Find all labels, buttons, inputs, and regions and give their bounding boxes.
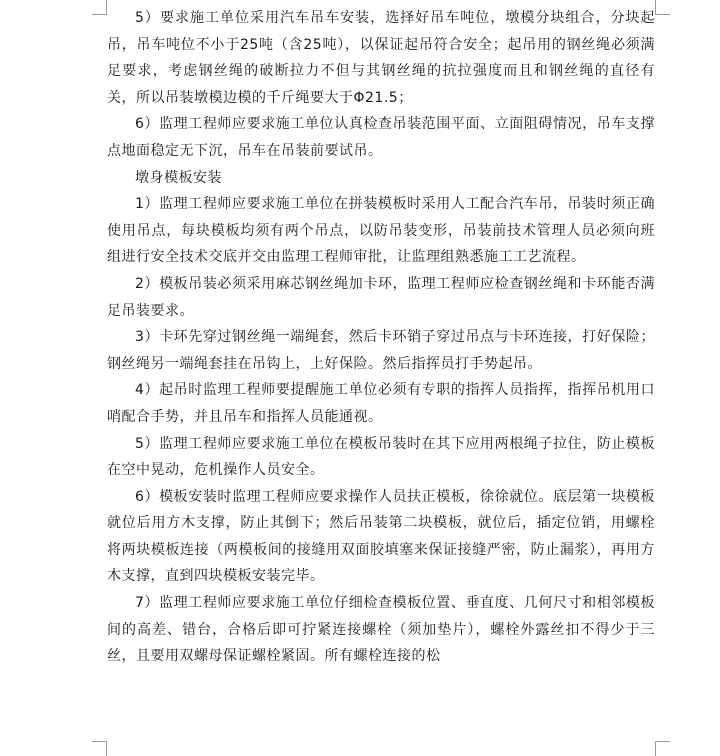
paragraph: 6）模板安装时监理工程师应要求操作人员扶正模板，徐徐就位。底层第一块模板就位后用方木支撑，防止其倒下；然后吊装第二块模板，就位后，插定位销，用螺栓将两块模板连接（两模板间的接缝用双面胶填塞来保证接缝严密，防止漏浆），再用方木支撑，直到四块模板安装完毕。 <box>107 488 655 585</box>
paragraph: 5）监理工程师应要求施工单位在模板吊装时在其下应用两根绳子拉住，防止模板在空中晃动，危机操作人员安全。 <box>107 435 655 479</box>
paragraph: 3）卡环先穿过钢丝绳一端绳套，然后卡环销子穿过吊点与卡环连接，打好保险；钢丝绳另一端绳套挂在吊钩上，上好保险。然后指挥员打手势起吊。 <box>107 329 655 372</box>
paragraph: 2）模板吊装必须采用麻芯钢丝绳加卡环，监理工程师应检查钢丝绳和卡环能否满足吊装要求。 <box>107 275 655 319</box>
paragraph: 5）要求施工单位采用汽车吊车安装，选择好吊车吨位，墩模分块组合，分块起吊，吊车吨位不小于25吨（含25吨），以保证起吊符合安全；起吊用的钢丝绳必须满足要求，考虑钢丝绳的破断拉力不但与其钢丝绳的抗拉强度而且和钢丝绳的直径有关，所以吊装墩模边模的千斤绳要大于Φ21.5； <box>107 10 655 106</box>
corner-mark-bottom-left <box>92 741 107 756</box>
document-body <box>107 5 655 670</box>
paragraph: 1）监理工程师应要求施工单位在拼装模板时采用人工配合汽车吊，吊装时须正确使用吊点，每块模板均须有两个吊点，以防吊装变形，吊装前技术管理人员必须向班组进行安全技术交底并交由监理工程师审批，让监理组熟悉施工工艺流程。 <box>107 196 655 266</box>
section-heading: 墩身模板安装 <box>135 169 222 186</box>
paragraph: 6）监理工程师应要求施工单位认真检查吊装范围平面、立面阻碍情况，吊车支撑点地面稳定无下沉，吊车在吊装前要试吊。 <box>107 116 655 159</box>
paragraph: 4）起吊时监理工程师要提醒施工单位必须有专职的指挥人员指挥，指挥吊机用口哨配合手势，并且吊车和指挥人员能通视。 <box>107 382 655 425</box>
corner-mark-top-right <box>655 0 670 15</box>
corner-mark-bottom-right <box>655 741 670 756</box>
paragraph: 7）监理工程师应要求施工单位仔细检查模板位置、垂直度、几何尺寸和相邻模板间的高差、错台，合格后即可拧紧连接螺栓（须加垫片），螺栓外露丝扣不得少于三丝，且要用双螺母保证螺栓紧固。所有螺栓连接的松 <box>107 595 655 665</box>
corner-mark-top-left <box>92 0 107 15</box>
